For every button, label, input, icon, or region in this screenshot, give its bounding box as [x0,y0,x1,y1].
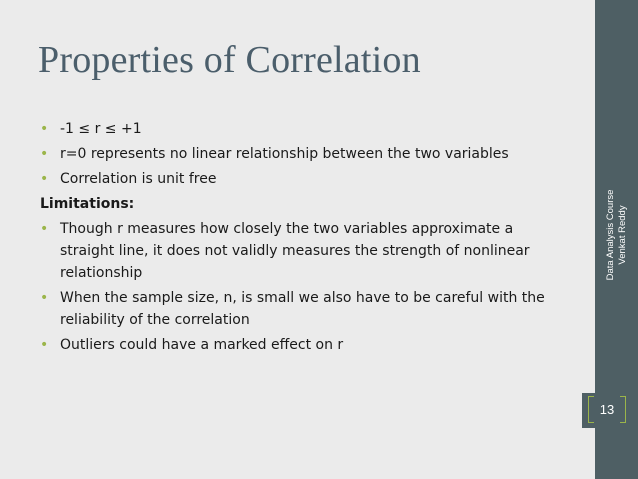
bullet-icon: • [40,171,49,187]
sidebar-caption [595,155,638,315]
bullet-icon: • [40,121,49,137]
page-number: 13 [599,402,615,417]
list-item [40,118,560,140]
limitations-list [40,218,560,356]
limitations-heading: Limitations: [40,196,135,212]
page-number-badge [582,393,632,428]
bullet-text: -1 ≤ r ≤ +1 [60,121,142,137]
bullet-icon: • [40,290,49,306]
properties-list [40,118,560,190]
list-item [40,143,560,165]
bullet-icon: • [40,221,49,237]
slide-title: Properties of Correlation [38,39,421,81]
sidebar-caption-text [605,155,629,315]
bullet-text: Correlation is unit free [60,171,217,187]
bullet-text: r=0 represents no linear relationship between the two variables [60,146,509,162]
bullet-icon: • [40,146,49,162]
course-name: Data Analysis Course [604,189,616,281]
list-item [40,287,560,331]
list-item [40,334,560,356]
bullet-text: Though r measures how closely the two variables approximate a straight line, it does not validly measures the strength of nonlinear relationship [60,221,530,281]
bullet-text: When the sample size, n, is small we also have to be careful with the reliability of the correlation [60,290,545,328]
bullet-text: Outliers could have a marked effect on r [60,337,344,353]
slide-content [40,118,560,359]
list-item [40,218,560,284]
bullet-icon: • [40,337,49,353]
author-name: Venkat Reddy [616,205,628,265]
list-item [40,168,560,190]
